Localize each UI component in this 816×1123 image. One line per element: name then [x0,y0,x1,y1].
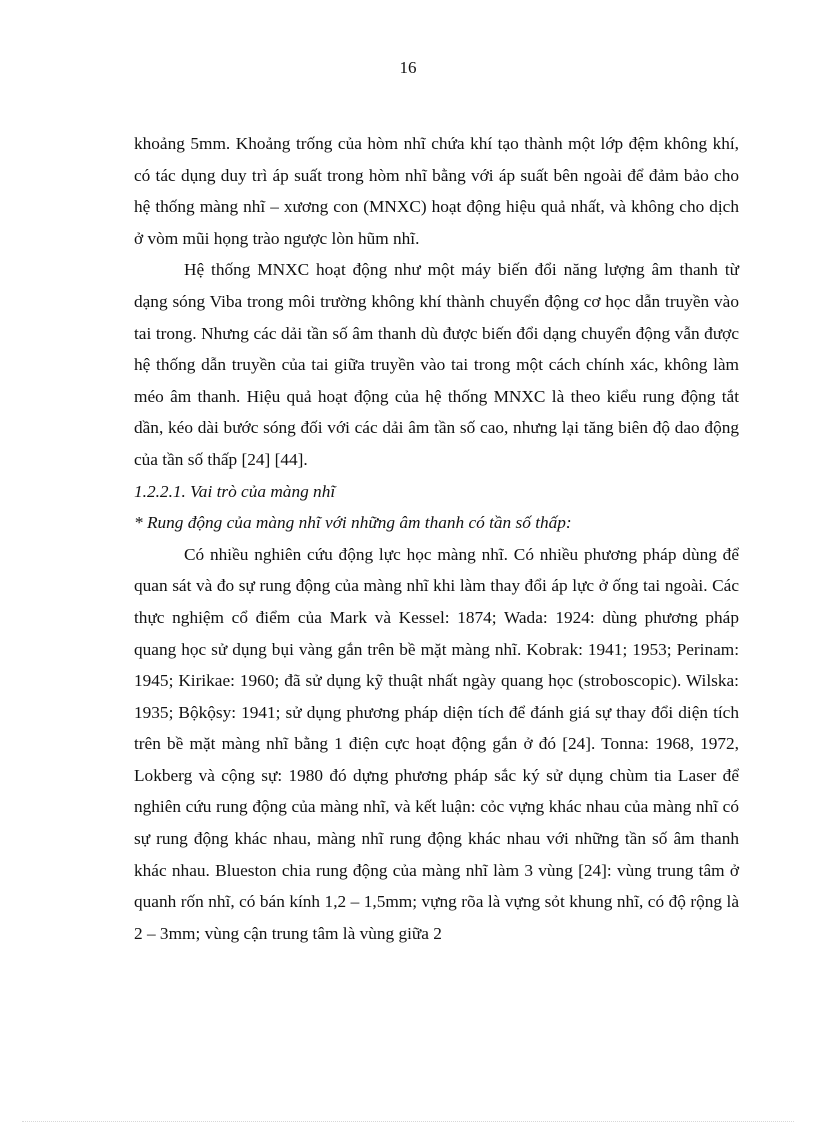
sub-heading: * Rung động của màng nhĩ với những âm thanh có tần số thấp: [134,513,572,533]
section-heading: 1.2.2.1. Vai trò của màng nhĩ [134,481,336,501]
paragraph-continued: khoảng 5mm. Khoảng trống của hòm nhĩ chứa khí tạo thành một lớp đệm không khí, có tác dụng duy trì áp suất trong hòm nhĩ bằng với áp suất bên ngoài để đảm bảo cho hệ thống màng nhĩ – xương con (MNXC) hoạt động hiệu quả nhất, và không cho dịch ở vòm mũi họng trào ngược lòn hũm nhĩ. [134,134,739,248]
paragraph-mnxc-system: Hệ thống MNXC hoạt động như một máy biến đổi năng lượng âm thanh từ dạng sóng Viba trong môi trường không khí thành chuyển động cơ học dẫn truyền vào tai trong. Nhưng các dải tần số âm thanh dù được biến đổi dạng chuyển động vẫn được hệ thống dẫn truyền của tai giữa truyền vào tai trong một cách chính xác, không làm méo âm thanh. Hiệu quả hoạt động của hệ thống MNXC là theo kiểu rung động tắt dần, kéo dài bước sóng đối với các dải âm tần số cao, nhưng lại tăng biên độ dao động của tần số thấp [24] [44]. [134,260,739,469]
page-footer-divider [22,1121,794,1122]
paragraph-research: Có nhiều nghiên cứu động lực học màng nhĩ. Có nhiều phương pháp dùng để quan sát và đo sự rung động của màng nhĩ khi làm thay đổi áp lực ở ống tai ngoài. Các thực nghiệm cổ điểm của Mark và Kessel: 1874; Wada: 1924: dùng phương pháp quang học sử dụng bụi vàng gắn trên bề mặt màng nhĩ. Kobrak: 1941; 1953; Perinam: 1945; Kirikae: 1960; đã sử dụng kỹ thuật nhất ngày quang học (stroboscopic). Wilska: 1935; Bộkộsy: 1941; sử dụng phương pháp diện tích để đánh giá sự thay đổi diện tích trên bề mặt màng nhĩ bằng 1 điện cực hoạt động gắn ở đó [24]. Tonna: 1968, 1972, Lokberg và cộng sự: 1980 đó dựng phương pháp sắc ký sử dụng chùm tia Laser để nghiên cứu rung động của màng nhĩ, và kết luận: cỏc vựng khác nhau của màng nhĩ có sự rung động khác nhau, màng nhĩ rung động khác nhau với những tần số âm thanh khác nhau. Blueston chia rung động của màng nhĩ làm 3 vùng [24]: vùng trung tâm ở quanh rốn nhĩ, có bán kính 1,2 – 1,5mm; vựng rõa là vựng sỏt khung nhĩ, có độ rộng là 2 – 3mm; vùng cận trung tâm là vùng giữa 2 [134,544,739,943]
document-body [134,128,739,949]
page-number: 16 [399,58,417,77]
